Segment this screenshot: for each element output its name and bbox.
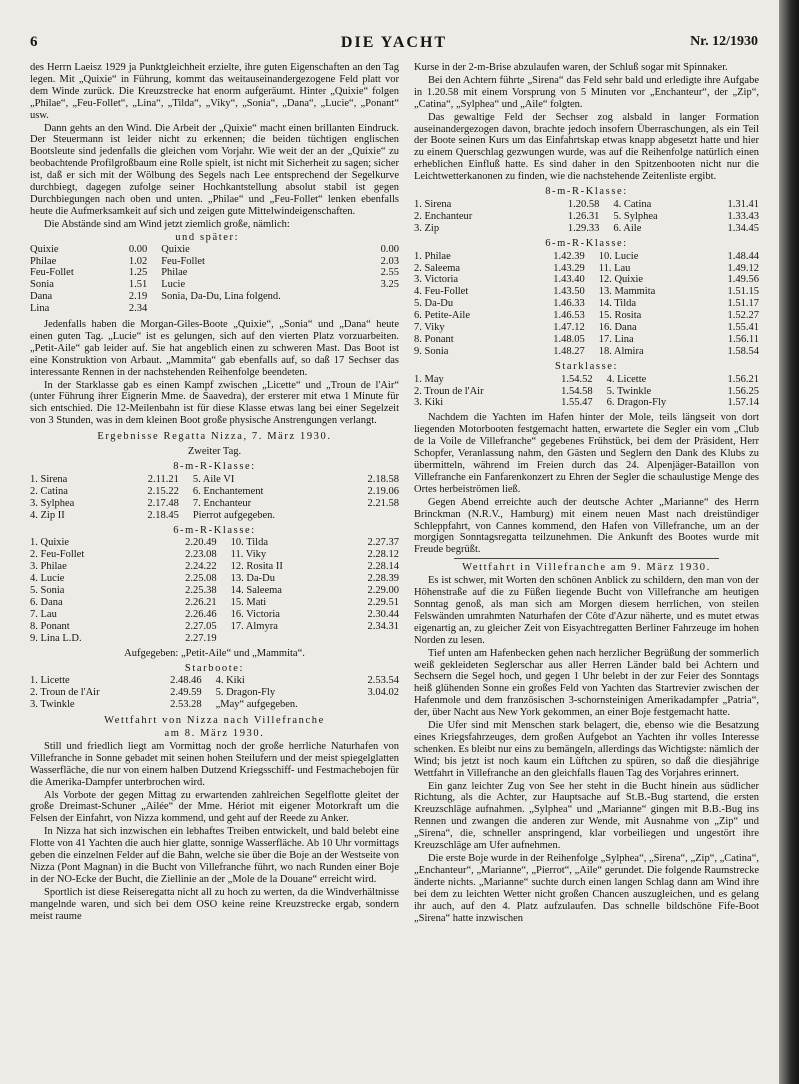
boat-value: 2.28.14 (367, 561, 399, 573)
boat-name: 12. Quixie (598, 274, 644, 286)
table-row (30, 687, 399, 699)
boat-value: 2.30.44 (367, 608, 399, 620)
boat-name: 3. Sylphea (30, 497, 75, 509)
boat-value: 2.18.58 (367, 473, 399, 485)
boat-value: 2.28.12 (367, 549, 399, 561)
boat-value: 3.25 (380, 279, 399, 291)
boat-name: 15. Mati (230, 596, 267, 608)
boat-value: 1.26.31 (567, 210, 600, 222)
table-row (414, 346, 759, 358)
boat-name: Philae (161, 267, 188, 279)
paragraph: Ein ganz leichter Zug von See her steht in die Bucht hinein aus südlicher Richtung, als die Achter, zur Hauptsache auf St.B.-Bug startend, die ersten Kreuzschläge aufnahmen. „Sylphea“ und „Marianne“ gingen mit B.B.-Bug ins Rennen und zwangen die anderen zur Wende, mit Ausnahme von „Zip“ und „Sirena“, die, schneller anspringend, klar vorbeiliegen und ungestört ihre Kreuzschläge am Ufer aufnehmen. (414, 780, 759, 852)
boat-value: 1.51.17 (727, 298, 759, 310)
page-number: 6 (30, 34, 38, 50)
boat-value: 2.25.38 (185, 585, 217, 597)
boat-name: 6. Petite-Aile (414, 310, 470, 322)
boat-value: 1.47.12 (553, 322, 585, 334)
boat-name: 3. Victoria (414, 274, 459, 286)
boat-name: 13. Da-Du (230, 573, 275, 585)
boat-name: 11. Viky (230, 549, 267, 561)
boat-value: 1.34.45 (727, 222, 759, 234)
paragraph: In Nizza hat sich inzwischen ein lebhaftes Treiben entwickelt, und bald belebt eine Flotte von 41 Yachten die auch hier glatte, sonnige Wasserfläche. Ab 10 Uhr vormittags geben die einzelnen Felder auf die Bahn, welche sie über die Boje an der Westseite von Nizza (Pont Magnan) in die Bucht von Villefranche führt, wo nach Runden einer Boje in der NO-Ecke der Bucht, die Ziellinie an der „Mole de la Douane“ erreicht wird. (30, 826, 399, 885)
table-row (414, 251, 759, 263)
table-row (30, 303, 399, 315)
table-row (30, 537, 399, 549)
boat-value: 2.29.00 (367, 585, 399, 597)
table-row (30, 256, 399, 268)
table-row (414, 263, 759, 275)
table-row (30, 585, 399, 597)
boat-value: 1.48.44 (727, 250, 759, 262)
class-heading: 8-m-R-Klasse: (545, 186, 628, 198)
boat-value: 1.25 (128, 267, 148, 279)
results-subtitle: Zweiter Tag. (187, 446, 242, 458)
boat-value: 1.29.33 (567, 222, 600, 234)
boat-value: 1.54.58 (561, 385, 593, 397)
boat-value: 2.26.46 (185, 608, 217, 620)
paragraph: Die Ufer sind mit Menschen stark belagert, die, ebenso wie die Besatzung eines Kriegsfahrzeuges, dem großen Aufgebot an Yachten ihr volles Interesse schenken. Es bleibt nur eins zu bemängeln, allerdings das Wichtigste: nämlich der Wind; bis jetzt ist noch kaum ein Lüftchen zu spüren, so daß die diesjährige Wettfahrt in Villefranche an den gleichfalls flauen Tag des Vorjahres erinnert. (414, 720, 759, 779)
left-column (30, 62, 399, 924)
paragraph: In der Starklasse gab es einen Kampf zwischen „Licette“ und „Troun de l'Air“ (unter Führung ihrer Eignerin Mme. de Saavedra), der ersterer mit etwa 1 Minute für sich entschied. Die 12-Meilenbahn ist für diese Klasse etwas lang bei einer Segelzeit von 3 Stunden, was in dem kleinen Boot große physische Anstrengungen verlangt. (30, 379, 399, 427)
paragraph: Gegen Abend erreichte auch der deutsche Achter „Marianne“ des Herrn Brinckman (N.R.V., Hamburg) mit einem neuen Mast nach dreistündiger Schleppfahrt, von Cannes kommend, den Hafen von Villefranche, um an der morgigen Sonntagsregatta teilzunehmen. Die Ankunft des Bootes wurde mit Freude begrüßt. (414, 496, 759, 556)
table-row (30, 486, 399, 498)
boat-name: 4. Zip II (30, 509, 65, 521)
boat-value: 1.46.53 (553, 310, 585, 322)
boat-name: 7. Lau (30, 608, 57, 620)
boat-name: 13. Mammita (598, 286, 656, 298)
section-date: am 8. März 1930. (164, 728, 265, 740)
boat-name: 1. Quixie (30, 537, 70, 549)
gap-table-head: und später: (175, 231, 240, 243)
boat-name: 4. Feu-Follet (414, 286, 469, 298)
table-row (30, 675, 399, 687)
boat-name: 9. Sonia (414, 345, 449, 357)
boat-value: 2.19.06 (367, 485, 399, 497)
boat-name: 1. Sirena (30, 473, 68, 485)
boat-value: 2.20.49 (185, 537, 217, 549)
boat-name: 4. Catina (613, 198, 652, 210)
boat-value (348, 699, 399, 711)
boat-name: 6. Enchantement (192, 485, 264, 497)
boat-name: 18. Almira (598, 345, 644, 357)
boat-value: 2.48.46 (170, 675, 202, 687)
boat-value: 1.55.47 (561, 397, 593, 409)
boat-name: Feu-Follet (30, 267, 74, 279)
boat-name: 3. Philae (30, 561, 67, 573)
boat-name: 3. Twinkle (30, 699, 75, 711)
paragraph: Sportlich ist diese Reiseregatta nicht all zu hoch zu werten, da die Windverhältnisse mangelnde waren, und sich bei dem OSO keine reine Kreuzstrecke ergab, sondern meist raume (30, 886, 399, 922)
paragraph: Bei den Achtern führte „Sirena“ das Feld sehr bald und erledigte ihre Aufgabe in 1.20.58 mit einem Vorsprung von 5 Minuten vor „Enchanteur“, der „Zip“, „Catina“, „Sylphea“ und „Aile“ folgten. (414, 74, 759, 110)
table-row (30, 267, 399, 279)
paragraph: Das gewaltige Feld der Sechser zog alsbald in langer Formation auseinandergezogen davon, brachte jedoch insofern Überraschungen, als ein Teil der Boote seinen Kurs um das Einfahrtskap etwas knapp abgesetzt hatte und hier zu einem Querschlag gezwungen wurde, was auf die Reihenfolge natürlich einen erheblichen Einfluß hatte. Es sind daher in den Spitzenbooten nicht nur die Leichtwetterkanonen zu finden, wie die nachstehende Zeitenliste ergibt. (414, 111, 759, 183)
boat-name: 2. Troun de l'Air (414, 385, 484, 397)
table-row (30, 498, 399, 510)
boat-name: 4. Licette (606, 373, 647, 385)
boat-name: 3. Zip (414, 222, 440, 234)
paragraph: Die Abstände sind am Wind jetzt ziemlich große, nämlich: (44, 218, 290, 230)
boat-name: 1. May (414, 373, 444, 385)
boat-name: 7. Viky (414, 322, 445, 334)
boat-name: Quixie (161, 243, 190, 255)
boat-name: 9. Lina L.D. (30, 632, 82, 644)
boat-value: 2.34 (128, 303, 148, 315)
results-title: Ergebnisse Regatta Nizza, 7. März 1930. (97, 431, 332, 443)
results-table (414, 374, 759, 410)
boat-value: 1.49.12 (727, 262, 759, 274)
table-row (414, 223, 759, 235)
boat-value: 2.53.54 (367, 675, 399, 687)
boat-name: 10. Lucie (598, 250, 639, 262)
boat-value: 1.31.41 (727, 198, 759, 210)
boat-name: 1. Philae (414, 250, 451, 262)
boat-name: 14. Saleema (230, 585, 282, 597)
boat-value: 2.21.58 (367, 497, 399, 509)
boat-value: 1.51.15 (727, 286, 759, 298)
boat-value: 1.55.41 (727, 322, 759, 334)
boat-value: 1.42.39 (553, 250, 585, 262)
boat-name: 2. Catina (30, 485, 68, 497)
boat-value: 2.03 (380, 255, 399, 267)
results-table (30, 474, 399, 522)
boat-value (367, 291, 399, 303)
boat-value: 2.27.19 (185, 632, 217, 644)
table-row (30, 549, 399, 561)
boat-name: 6. Dragon-Fly (606, 397, 667, 409)
boat-value: 2.26.21 (185, 596, 217, 608)
table-row (414, 298, 759, 310)
boat-value: 1.46.33 (553, 298, 585, 310)
results-table (414, 251, 759, 358)
boat-name: Quixie (30, 243, 59, 255)
boat-value: 1.58.54 (727, 345, 759, 357)
table-row (30, 279, 399, 291)
paragraph: Es ist schwer, mit Worten den schönen Anblick zu schildern, den man von der Höhenstraße auf die zu Füßen liegende Bucht von Villefranche am heutigen Sonntag genoß, als man sich am Morgen diesem herrlichen, von steilen Felswänden umrahmten Naturhafen der Côte d'Azur näherte, und es mutet etwas eigenartig an, zu gleicher Zeit von Eisyachtregatten Berliner Fahrzeuge im hohen Norden zu lesen. (414, 575, 759, 646)
table-row (30, 291, 399, 303)
boat-name: 1. Sirena (414, 198, 452, 210)
boat-value: 2.55 (380, 267, 399, 279)
book-spine-shadow (779, 0, 799, 1084)
paragraph: Jedenfalls haben die Morgan-Giles-Boote „Quixie“, „Sonia“ und „Dana“ heute einen guten Tag. „Lucie“ ist es gelungen, sich auf den vierten Platz vorzuarbeiten. „Petit-Aile“ gab leider auf. Sie hat angeblich einen zu schweren Mast. Das Boot ist eine Konstruktion von Arbaut. „Mammita“ gab ebenfalls auf, so daß 17 Sechser das interessante Rennen in der nachstehenden Reihenfolge beendeten. (30, 319, 399, 378)
boat-name: 8. Ponant (30, 620, 70, 632)
boat-name (161, 303, 367, 315)
boat-value: 1.51 (128, 279, 148, 291)
boat-value: 1.33.43 (727, 210, 759, 222)
paragraph: des Herrn Laeisz 1929 ja Punktgleichheit erzielte, ihre guten Eigenschaften an den Tag legen. Mit „Quixie“ in Führung, kommt das weitauseinandergezogene Feld platt vor dem Winde zurück. Die Kreuzstrecke hat enorm aufgeräumt. Hinter „Quixie“ folgen „Philae“, „Feu-Follet“, „Lina“, „Tilda“, „Viky“, „Sonia“, „Dana“, „Lucie“, „Ponant“ usw. (30, 62, 399, 121)
boat-name: 16. Victoria (230, 608, 280, 620)
boat-name: 8. Ponant (414, 333, 454, 345)
boat-value: 2.25.08 (185, 573, 217, 585)
boat-name: 3. Kiki (414, 397, 444, 409)
table-row (414, 286, 759, 298)
boat-value: 2.27.05 (185, 620, 217, 632)
table-row (30, 597, 399, 609)
boat-name: 12. Rosita II (230, 561, 283, 573)
table-row (414, 211, 759, 223)
table-row (414, 274, 759, 286)
boat-value (342, 510, 399, 522)
boat-name: 2. Saleema (414, 262, 461, 274)
boat-value: 1.48.27 (553, 345, 585, 357)
boat-value: 3.04.02 (367, 687, 399, 699)
boat-name: Lina (30, 303, 50, 315)
results-table (30, 675, 399, 711)
boat-value: 1.20.58 (567, 198, 600, 210)
boat-name: 11. Lau (598, 262, 631, 274)
class-heading: Starklasse: (554, 360, 619, 372)
boat-value: 1.57.14 (727, 397, 759, 409)
class-heading: Starboote: (184, 662, 245, 674)
section-title: Wettfahrt von Nizza nach Villefranche (104, 715, 325, 727)
boat-name: 2. Feu-Follet (30, 549, 85, 561)
boat-name: 5. Sylphea (613, 210, 658, 222)
section-divider (454, 558, 719, 559)
paragraph: Die erste Boje wurde in der Reihenfolge „Sylphea“, „Sirena“, „Zip“, „Catina“, „Enchanteur“, „Marianne“, „Pierrot“, „Aile“ gerundet. Die folgende Raumstrecke änderte nichts. „Marianne“ suchte durch einen langen Schlag dann am Wind ihre bei dem zu leichten Wetter nicht großen Chancen auszugleichen, und es gelang ihr auch, auf den 4. Platz aufzulaufen. Das schnelle bildschöne Fife-Boot „Sirena“ hatte inzwischen (414, 853, 759, 924)
table-row (414, 374, 759, 386)
boat-value: 1.52.27 (727, 310, 759, 322)
boat-value: 2.34.31 (367, 620, 399, 632)
boat-name: 10. Tilda (230, 537, 268, 549)
issue-number: Nr. 12/1930 (690, 34, 758, 49)
boat-name: Lucie (161, 279, 186, 291)
table-row (30, 573, 399, 585)
boat-value: 2.15.22 (147, 485, 179, 497)
paragraph: Nachdem die Yachten im Hafen hinter der Mole, teils längseit von dort liegenden Motorbooten festgemacht hatten, erwartete die Segler ein vom „Club de la Voile de Villefranche“ gegebenes Frühstück, bei dem der Präsident, Herr Schopfer, Veranlassung nahm, den Gästen und Seglern den Dank des Klubs zu übermitteln, während im Freien durch das 24. Alpenjäger-Bataillon von Villefranche ein Fanfarenkonzert zu Ehren der Segler die schaulustige Menge des Ortes herbeiströmen ließ. (414, 412, 759, 495)
boat-name: 2. Troun de l'Air (30, 687, 100, 699)
boat-name: Dana (30, 291, 53, 303)
table-row (414, 397, 759, 409)
boat-value: 1.43.50 (553, 286, 585, 298)
table-row (414, 199, 759, 211)
boat-value: 1.43.40 (553, 274, 585, 286)
boat-name: 16. Dana (598, 322, 637, 334)
boat-name (231, 633, 336, 645)
class-heading: 8-m-R-Klasse: (173, 461, 256, 472)
boat-name: 5. Sonia (30, 585, 65, 597)
boat-name: 6. Aile (613, 222, 642, 234)
boat-value: 0.00 (128, 243, 148, 255)
boat-value (336, 633, 399, 645)
boat-name: „May“ aufgegeben. (215, 699, 298, 711)
page-header (30, 34, 758, 54)
boat-name: Feu-Follet (161, 255, 205, 267)
boat-value: 2.18.45 (147, 509, 179, 521)
boat-value: 2.28.39 (367, 573, 399, 585)
boat-value (367, 303, 399, 315)
boat-name: 14. Tilda (598, 298, 637, 310)
boat-name: Sonia, Da-Du, Lina folgend. (161, 291, 281, 303)
boat-name: 4. Kiki (215, 675, 245, 687)
gap-table (30, 232, 399, 315)
section-title: Wettfahrt in Villefranche am 9. März 1930. (462, 562, 711, 574)
table-row (30, 621, 399, 633)
boat-name: Sonia (30, 279, 54, 291)
table-row (30, 474, 399, 486)
boat-name: 15. Rosita (598, 310, 642, 322)
table-row (30, 561, 399, 573)
boat-name: 1. Licette (30, 675, 70, 687)
table-row (414, 334, 759, 346)
boat-name: 7. Enchanteur (192, 497, 252, 509)
table-row (30, 633, 399, 645)
boat-name: 2. Enchanteur (414, 210, 473, 222)
boat-value: 0.00 (380, 243, 399, 255)
boat-name: 17. Lina (598, 333, 634, 345)
right-column (414, 62, 759, 925)
results-table (30, 537, 399, 644)
results-table (414, 199, 759, 235)
boat-value: 2.49.59 (170, 687, 202, 699)
boat-value: 2.53.28 (170, 699, 202, 711)
table-row (30, 510, 399, 522)
table-row (30, 609, 399, 621)
boat-value: 2.27.37 (367, 537, 399, 549)
table-row (30, 699, 399, 711)
paragraph: Still und friedlich liegt am Vormittag noch der große herrliche Naturhafen von Villefranche in Sonne gebadet mit seinen hohen Steilufern und der meist spiegelglatten Wasserfläche, die nur von einem halben Dutzend Kriegsschiff- und Festmachebojen für die Amerika-Dampfer unterbrochen wird. (30, 740, 399, 788)
paragraph: Kurse in der 2-m-Brise abzulaufen waren, der Schluß sogar mit Spinnaker. (414, 62, 728, 73)
boat-value: 2.29.51 (367, 596, 399, 608)
boat-value: 1.43.29 (553, 262, 585, 274)
boat-value: 1.54.52 (561, 373, 593, 385)
boat-value: 1.49.56 (727, 274, 759, 286)
boat-name: 5. Aile VI (192, 473, 235, 485)
boat-value: 1.56.11 (727, 333, 759, 345)
boat-value: 1.56.25 (727, 385, 759, 397)
boat-name: Pierrot aufgegeben. (192, 509, 276, 521)
table-row (414, 322, 759, 334)
table-row (414, 310, 759, 322)
boat-name: Philae (30, 255, 57, 267)
boat-name: 6. Dana (30, 596, 63, 608)
boat-value: 1.56.21 (727, 373, 759, 385)
boat-value: 1.02 (128, 255, 148, 267)
boat-name: 17. Almyra (230, 620, 278, 632)
table-row (414, 386, 759, 398)
boat-value: 2.11.21 (147, 473, 179, 485)
boat-value: 2.23.08 (185, 549, 217, 561)
table-row (30, 244, 399, 256)
class-heading: 6-m-R-Klasse: (173, 524, 256, 536)
boat-name: 5. Twinkle (606, 385, 652, 397)
boat-name: 5. Da-Du (414, 298, 454, 310)
paragraph: Als Vorbote der gegen Mittag zu erwartenden zahlreichen Segelflotte gleitet der große Dreimast-Schuner „Ailée“ der Mme. Hériot mit eigener Motorkraft um die Felsen der Einfahrt, von Nizza kommend, und geht auf der Reede zu Anker. (30, 789, 399, 825)
boat-name: 5. Dragon-Fly (215, 687, 276, 699)
magazine-title: DIE YACHT (340, 34, 448, 51)
boat-value: 2.24.22 (185, 561, 217, 573)
class-heading: 6-m-R-Klasse: (545, 237, 628, 249)
boat-name: 4. Lucie (30, 573, 65, 585)
paragraph: Dann gehts an den Wind. Die Arbeit der „Quixie“ macht einen brillanten Eindruck. Der Steuermann ist leider nicht zu erkennen; die beiden tüchtigen englischen Bootsleute sind jedenfalls die gleichen vom Vorjahr. Wie weit der an der „Quixie“ zu beobachtende Profilgroßbaum eine Rolle spielt, ist nicht mit Sicherheit zu sagen; sicher ist, daß er sich mit der Wölbung des Segels nach Lee entsprechend der Segelkurve durchbiegt, dagegen zufolge seiner Hochkantstellung absolut stabil ist gegen Durchbiegungen nach oben und unten. „Philae“ und „Feu-Follet“ lenken ebenfalls heute die Aufmerksamkeit auf sich und zeigen gute Mittelwindeigenschaften. (30, 122, 399, 217)
boat-value: 2.19 (128, 291, 148, 303)
paragraph: Tief unten am Hafenbecken gehen nach herzlicher Begrüßung der sommerlich weiß gekleideten Seglerschar aus aller Herren Länder bald bei Achtern und Sechsern die Segel hoch, und gegen 1 Uhr belebt in der zur Feier des Sonntags heiß glühenden Sonne ein großes Feld von Yachten das Startrevier zwischen der Hafenmole und dem französischen 3-schornsteinigen Amerikadampfer „Patria“, der, über Nacht aus New York gekommen, an einer Boje festgemacht hatte. (414, 647, 759, 719)
boat-value: 2.17.48 (147, 497, 179, 509)
boat-value: 1.48.05 (553, 333, 585, 345)
results-note: Aufgegeben: „Petit-Aile“ und „Mammita“. (124, 647, 305, 659)
